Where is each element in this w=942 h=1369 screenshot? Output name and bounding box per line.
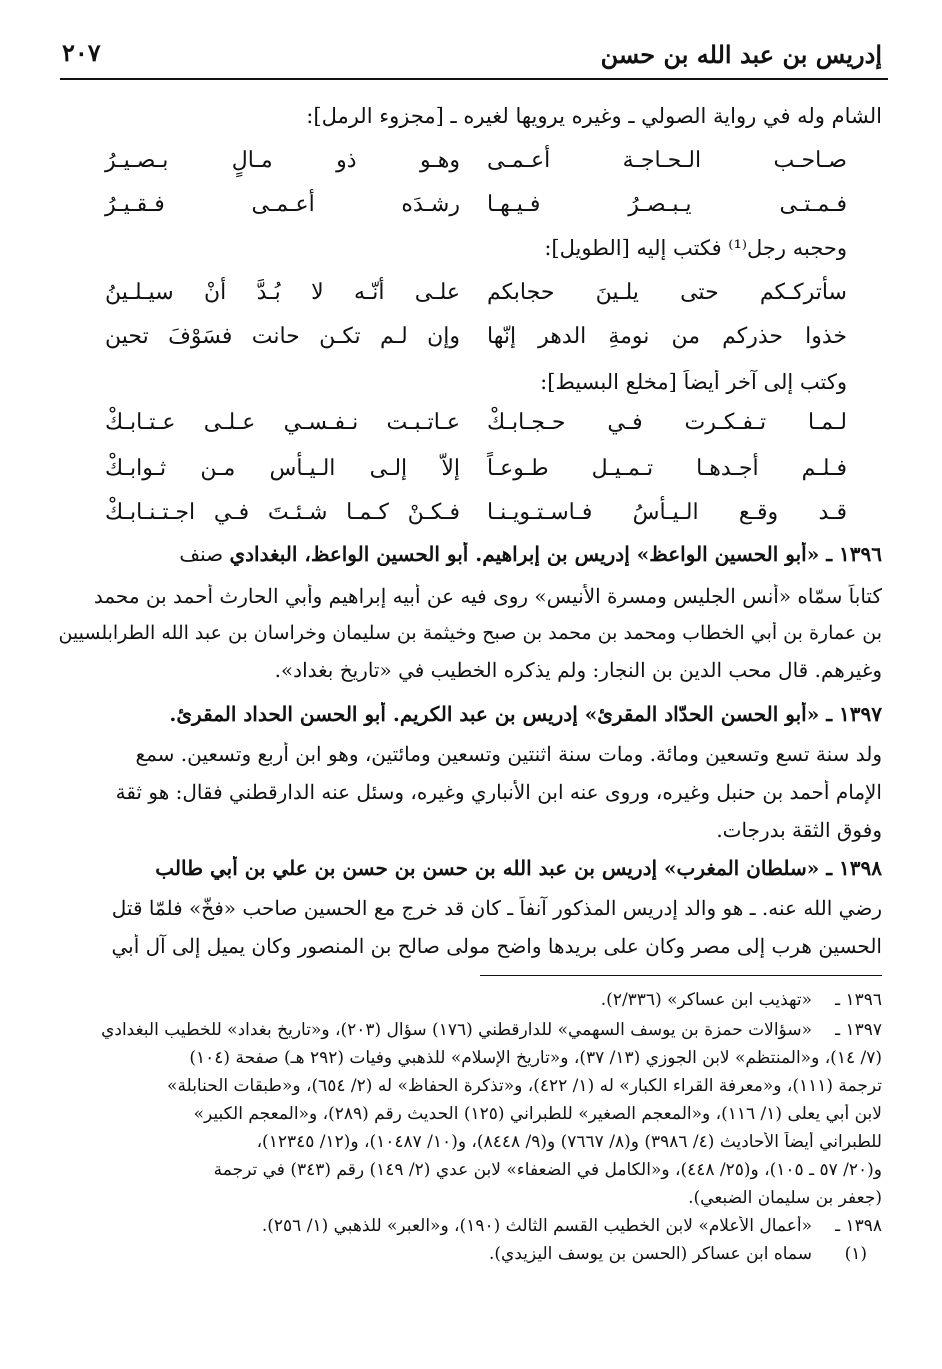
entry-1396-heading: ١٣٩٦ ـ «أبو الحسين الواعظ» إدريس بن إبراهيم. أبو الحسين الواعظ، البغدادي	[229, 542, 882, 566]
entry-1396-line2: كتاباً سمّاه «أنس الجليس ومسرة الأنيس» روى فيه عن أبيه إبراهيم وأبي الحارث أحمد بن محمد	[93, 584, 882, 608]
footnote-1396-number: ١٣٩٦ ـ	[835, 990, 882, 1010]
poem1-verse2-right: فـمـتـى يـبـصـرُ فـيـهـا	[487, 192, 847, 217]
footnote-1397-line2: (٧/ ١٤)، و«المنتظم» لابن الجوزي (١٣/ ٣٧)، و«تاريخ الإسلام» للذهبي وفيات (٢٩٢ هـ) صفحة (١٠٤)	[189, 1048, 882, 1068]
entry-1397-line2: ولد سنة تسع وتسعين ومائة. ومات سنة اثنتين وتسعين ومائتين، وهو ابن أربع وتسعين. سمع	[135, 742, 882, 766]
footnote-1397-line5: للطبراني أيضاً الأحاديث (٤/ ٣٩٨٦) و(٨/ ٧٦٦٧) و(٩/ ٨٤٤٨)، و(١٠/ ١٠٤٨٧)، و(١٢/ ١٢٣٤٥)،	[256, 1132, 882, 1152]
poem3-verse2-left: إلاّ إلـى الـيـأس مـن ثـوابـكْ	[105, 456, 460, 481]
footnote-1-text: سماه ابن عساكر (الحسن بن يوسف اليزيدي).	[489, 1244, 812, 1264]
page-number: ٢٠٧	[62, 38, 101, 67]
poem1-verse2-left: رشـدَه أعـمـى فـقـيـرُ	[105, 192, 460, 217]
entry-1397-line3: الإمام أحمد بن حنبل وغيره، وروى عنه ابن الأنباري وغيره، وسئل عنه الدارقطني فقال: هو ثقة	[115, 780, 882, 804]
kataba-line: وكتب إلى آخر أيضاً [مخلع البسيط]:	[540, 370, 847, 394]
footnote-1396-text: «تهذيب ابن عساكر» (٢/٣٣٦).	[600, 990, 812, 1010]
poem2-verse1-right: سأتركـكم حتى يلـينَ حجابكم	[487, 280, 847, 305]
footnote-1398-number: ١٣٩٨ ـ	[835, 1216, 882, 1236]
poem3-verse3-right: قـد وقـع الـيـأسُ فـاسـتـويـنـا	[487, 500, 847, 525]
poem3-verse2-right: فـلـم أجـدهـا تـمـيـل طـوعـاً	[487, 456, 847, 481]
footnote-rule	[480, 975, 882, 976]
entry-1396-line4: وغيرهم. قال محب الدين بن النجار: ولم يذكره الخطيب في «تاريخ بغداد».	[274, 658, 882, 682]
poem3-verse3-left: فـكـنْ كـمـا شـئـتَ فـي اجـتـنـابـكْ	[105, 500, 460, 525]
poem1-verse1-right: صـاحـب الـحـاجـة أعـمـى	[487, 148, 847, 173]
poem3-verse1-left: عـاتـبـت نـفـسـي عـلـى عـتـابـكْ	[105, 410, 460, 435]
footnote-1-number: (١)	[844, 1244, 867, 1264]
entry-1396-line3: بن عمارة بن أبي الخطاب ومحمد بن محمد بن صبح وخيثمة بن سليمان وخراسان بن عبد الله الطرابلسيين	[58, 622, 882, 644]
footnote-1397-number: ١٣٩٧ ـ	[835, 1020, 882, 1040]
footnote-1397-line4: لابن أبي يعلى (١/ ١١٦)، و«المعجم الصغير» للطبراني (١٢٥) الحديث رقم (٢٨٩)، و«المعجم الكبير»	[193, 1104, 882, 1124]
footnote-1397-line7: (جعفر بن سليمان الضبعي).	[688, 1188, 882, 1208]
entry-1398-heading: ١٣٩٨ ـ «سلطان المغرب» إدريس بن عبد الله بن حسن بن حسن بن علي بن أبي طالب	[155, 856, 882, 880]
entry-1398-line2: رضي الله عنه. ـ هو والد إدريس المذكور آنفاً ـ كان قد خرج مع الحسين صاحب «فخّ» فلمّا قتل	[111, 896, 882, 920]
header-rule	[60, 78, 888, 80]
poem3-verse1-right: لـمـا تـفـكـرت فـي حـجـابـكْ	[487, 410, 847, 435]
poem2-verse2-left: وإن لـم تكـن حانت فسَوْفَ تحين	[105, 324, 460, 349]
entry-1398-line3: الحسين هرب إلى مصر وكان على بريدها واضح مولى صالح بن المنصور وكان يميل إلى آل أبي	[111, 934, 882, 958]
intro-line: الشام وله في رواية الصولي ـ وغيره يرويها لغيره ـ [مجزوء الرمل]:	[306, 104, 882, 128]
hajabahu-line: وحجبه رجل⁽¹⁾ فكتب إليه [الطويل]:	[544, 236, 847, 260]
poem2-verse2-right: خذوا حذركم من نومةِ الدهر إنّها	[487, 324, 847, 349]
entry-1397-line4: وفوق الثقة بدرجات.	[716, 818, 882, 842]
poem2-verse1-left: علـى أنّـه لا بُـدَّ أنْ سيـلـينُ	[105, 280, 460, 305]
running-header-title: إدريس بن عبد الله بن حسن	[600, 40, 882, 69]
entry-1396-line1	[54, 542, 882, 566]
footnote-1397-line3: ترجمة (١١١)، و«معرفة القراء الكبار» له (١/ ٤٢٢)، و«تذكرة الحفاظ» له (٢/ ٦٥٤)، و«طبقات الحنابلة»	[167, 1076, 882, 1096]
poem1-verse1-left: وهـو ذو مـالٍ بـصـيـرُ	[105, 148, 460, 173]
footnote-1397-line1: «سؤالات حمزة بن يوسف السهمي» للدارقطني (١٧٦) سؤال (٢٠٣)، و«تاريخ بغداد» للخطيب البغدادي	[101, 1020, 812, 1040]
footnote-1398-text: «أعمال الأعلام» لابن الخطيب القسم الثالث (١٩٠)، و«العبر» للذهبي (١/ ٢٥٦).	[261, 1216, 812, 1236]
footnote-1397-line6: و(٢٠/ ٥٧ ـ ١٠٥)، و(٢٥/ ٤٤٨)، و«الكامل في الضعفاء» لابن عدي (٢/ ١٤٩) رقم (٣٤٣) في ترجمة	[213, 1160, 882, 1180]
entry-1397-heading: ١٣٩٧ ـ «أبو الحسن الحدّاد المقرئ» إدريس بن عبد الكريم. أبو الحسن الحداد المقرئ.	[169, 702, 882, 726]
entry-1396-heading-tail: صنف	[179, 542, 230, 566]
